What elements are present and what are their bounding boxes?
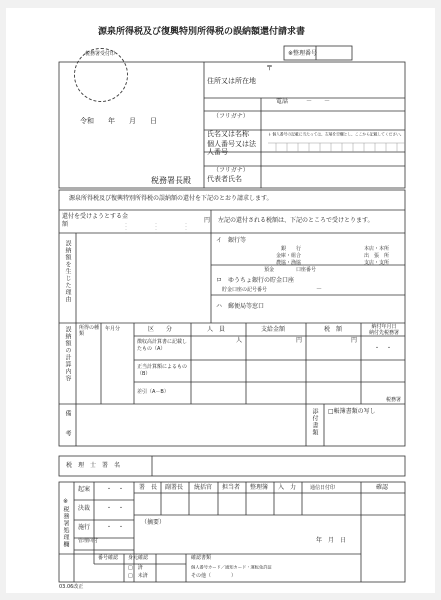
- attach-label: 添付書類: [311, 408, 318, 436]
- th-tax-amount: 税 額: [324, 326, 343, 333]
- seiri-bango-label: ※整理番号: [288, 50, 318, 57]
- confirm-not-done: □ 未済: [128, 573, 148, 579]
- header-tantosha: 担当者: [222, 484, 241, 491]
- th-payment-amount: 支給金額: [261, 326, 286, 333]
- attach-item: □帳簿書類の写し: [328, 408, 376, 415]
- header-fukushocho: 副署長: [165, 484, 184, 491]
- daihyo-label: 代表者氏名: [207, 175, 242, 183]
- refund-amount-unit: 円: [204, 217, 211, 224]
- summary-label: （摘要）: [141, 519, 166, 526]
- phone-label: 電話: [276, 98, 289, 105]
- row-shiko: 施行: [78, 524, 91, 531]
- header-shocho: 署 長: [139, 484, 158, 491]
- form-sheet: [6, 8, 435, 593]
- th-kubun: 区 分: [148, 326, 173, 333]
- date-line: 令和 年 月 日: [80, 117, 157, 125]
- yucho-label: ロ ゆうちょ銀行の貯金口座: [216, 277, 295, 284]
- yucho-sub-label: 貯金口座の記号番号: [222, 287, 268, 293]
- furigana-label-2: （フリガナ）: [213, 167, 249, 174]
- row-b-label: 正当計算額によるもの（B）: [137, 364, 188, 377]
- bank-type-1: 銀 行: [281, 246, 302, 252]
- office-use-label: ※税務署処理欄: [62, 498, 69, 548]
- th-income-type: 所得の種類: [79, 325, 100, 337]
- deposit-label: 預金: [264, 267, 275, 273]
- unit-yen-tax: 円: [351, 337, 358, 344]
- form-title: 源泉所得税及び復興特別所得税の誤納額還付請求書: [98, 27, 306, 37]
- furigana-label-1: （フリガナ）: [213, 113, 249, 120]
- th-payment-date: 納付年月日 納付先税務署: [368, 324, 399, 336]
- header-seiribo: 整理簿: [250, 484, 269, 491]
- unit-yen-payment: 円: [296, 337, 303, 344]
- row-kessai: 決裁: [78, 505, 91, 512]
- branch-type-3: 支店・支所: [364, 260, 390, 266]
- address-label: 住所又は所在地: [207, 77, 256, 85]
- intro-text: 源泉所得税及び復興特別所得税の誤納額の還付を下記のとおり請求します。: [69, 195, 273, 202]
- ymd-label: 年 月 日: [316, 537, 347, 544]
- confirm-number: 番号確認: [98, 555, 119, 561]
- kojin-label: 個人番号又は法人番号: [207, 140, 256, 156]
- tax-office-addressee: 税務署長殿: [151, 176, 191, 185]
- id-docs-list: 個人番号カード／通知カード・運転免許証: [191, 565, 272, 571]
- reason-label: 誤納額を生じた理由: [64, 240, 71, 303]
- kessai-dots: ・ ・: [106, 505, 125, 512]
- kian-dots: ・ ・: [106, 486, 125, 493]
- tax-accountant-label: 税 理 士 署 名: [66, 462, 121, 469]
- id-docs-other: その他（ ）: [191, 573, 237, 579]
- th-year-month: 年月分: [105, 326, 121, 332]
- kojin-note: ↓ 個人番号の記載に当たっては、左端を空欄とし、ここから記載してください。: [268, 132, 404, 137]
- stamp-label: 税務署受付印: [85, 51, 116, 57]
- header-kakunin: 確認: [376, 484, 389, 491]
- branch-type-1: 本店・本所: [364, 246, 390, 252]
- name-label: 氏名又は名称: [207, 130, 249, 138]
- bank-type-2: 金庫・組合: [276, 253, 302, 259]
- calc-label: 誤納額の計算内容: [64, 326, 71, 382]
- account-number-label: 口座番号: [296, 267, 317, 273]
- header-tokatsukan: 統括官: [194, 484, 213, 491]
- row-kian: 起案: [78, 486, 91, 493]
- row-a-label: 徴収高計算書に記載したもの（A）: [137, 339, 188, 352]
- row-kanri: 管理回付: [78, 538, 99, 544]
- refund-place-intro: 左記の還付される税額は、下記のところで受けとります。: [218, 217, 374, 224]
- postal-mark: 〒: [266, 64, 273, 72]
- header-tsushin: 通信日付印: [310, 485, 336, 491]
- zeimusho-label: 税務署: [386, 397, 402, 403]
- bank-label: イ 銀行等: [216, 237, 247, 244]
- confirm-docs: 確認書類: [191, 555, 212, 561]
- yucho-dash: －: [316, 286, 323, 293]
- revision-footer: 03.06改正: [59, 584, 84, 590]
- header-nyuryoku: 入 力: [278, 484, 297, 491]
- bank-type-3: 農協・漁協: [276, 260, 302, 266]
- refund-amount-label: 還付を受けようとする金額: [62, 213, 129, 228]
- shiko-dots: ・ ・: [106, 524, 125, 531]
- phone-separator: － －: [306, 98, 331, 105]
- branch-type-2: 出 張 所: [364, 253, 390, 259]
- post-office-label: ハ 郵便局等窓口: [216, 303, 265, 310]
- payment-date-dots: ・ ・: [374, 345, 393, 352]
- unit-person: 人: [236, 337, 243, 344]
- confirm-done: □ 済: [128, 565, 143, 571]
- biko-label: 備考: [64, 410, 71, 450]
- th-headcount: 人 員: [207, 326, 226, 333]
- row-diff-label: 差引（A－B）: [137, 389, 169, 395]
- confirm-identity: 身元確認: [128, 555, 149, 561]
